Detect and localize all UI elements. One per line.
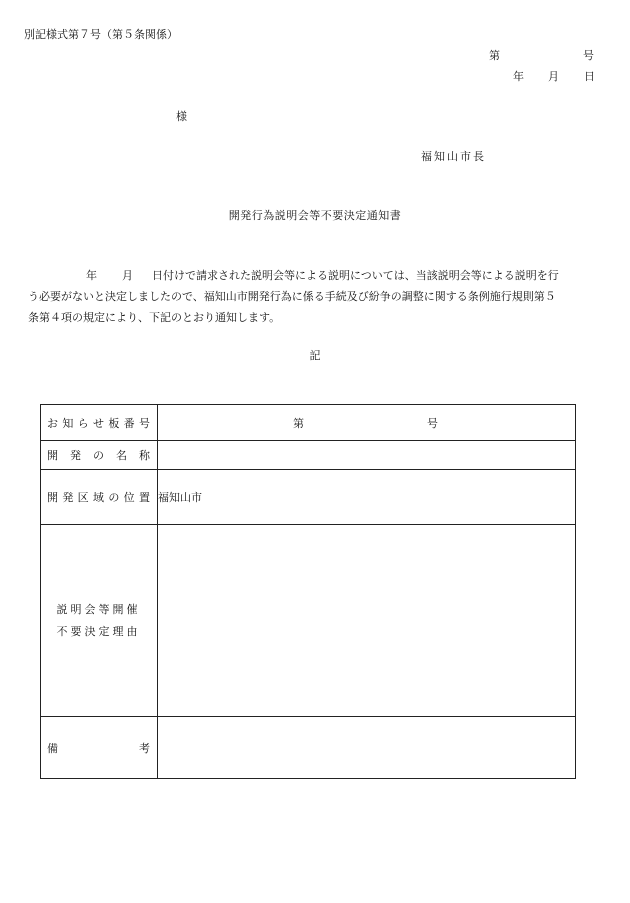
label-char: 位 (123, 491, 135, 504)
label-cell (41, 441, 158, 470)
label-cell (41, 470, 158, 525)
date-day-label: 日 (584, 70, 595, 83)
document-title: 開発行為説明会等不要決定通知書 (228, 209, 402, 222)
label-line: 説明会等開催 (56, 602, 141, 616)
development-name-label (41, 447, 157, 463)
label-char: 開 (47, 449, 58, 462)
notice-board-number-value[interactable] (158, 405, 576, 441)
body-month-label: 月 (122, 269, 133, 282)
label-char: 名 (116, 449, 127, 462)
notice-table (40, 404, 576, 779)
table-row (41, 441, 576, 470)
label-cell (41, 717, 158, 779)
label-char: ら (77, 416, 89, 430)
body-line-1-text: 日付けで請求された説明会等による説明については、当該説明会等による説明を行 (152, 269, 559, 282)
development-area-location-value[interactable]: 福知山市 (158, 470, 576, 525)
label-cell (41, 525, 158, 717)
date-year-label: 年 (513, 70, 524, 83)
label-char: 番 (123, 416, 135, 430)
ki-heading: 記 (309, 349, 321, 362)
form-number: 別記様式第７号（第５条関係） (24, 28, 178, 41)
label-char: 開 (47, 491, 58, 504)
date-month-label: 月 (548, 70, 559, 83)
addressee-honorific: 様 (176, 110, 187, 123)
body-line-3: 条第４項の規定により、下記のとおり通知します。 (28, 311, 281, 324)
remarks-label (41, 740, 157, 756)
table-row (41, 405, 576, 441)
issuer-name: 福知山市長 (421, 150, 486, 163)
label-char: 発 (70, 449, 81, 462)
label-char: 発 (62, 491, 74, 504)
body-year-label: 年 (86, 269, 97, 282)
development-area-location-label (41, 489, 157, 505)
body-line-1 (28, 265, 608, 286)
label-char: 号 (138, 416, 150, 430)
label-char: 知 (62, 416, 74, 430)
label-char: 板 (108, 416, 120, 430)
label-char: 備 (47, 741, 58, 755)
label-char: の (108, 491, 120, 504)
label-char: せ (92, 416, 104, 430)
label-char: 域 (92, 491, 104, 504)
label-cell (41, 405, 158, 441)
document-number-suffix: 号 (583, 49, 594, 62)
decision-reason-value[interactable] (158, 525, 576, 717)
decision-reason-label (41, 599, 157, 643)
table-row (41, 717, 576, 779)
label-char: 置 (138, 491, 150, 504)
number-field (293, 415, 438, 431)
label-char: 称 (139, 449, 150, 462)
label-char: の (93, 449, 104, 462)
table-row (41, 470, 576, 525)
label-char: お (47, 416, 58, 430)
document-number-prefix: 第 (489, 49, 500, 62)
label-char: 考 (139, 741, 150, 755)
table-row (41, 525, 576, 717)
body-line-2: う必要がないと決定しましたので、福知山市開発行為に係る手続及び紛争の調整に関する条例施行規則第５ (28, 290, 556, 303)
development-name-value[interactable] (158, 441, 576, 470)
label-char: 区 (77, 491, 89, 504)
number-suffix: 号 (427, 416, 438, 430)
number-prefix: 第 (293, 416, 304, 430)
notice-body (28, 265, 608, 328)
remarks-value[interactable] (158, 717, 576, 779)
notice-board-number-label (41, 415, 157, 431)
label-line: 不要決定理由 (56, 624, 141, 638)
